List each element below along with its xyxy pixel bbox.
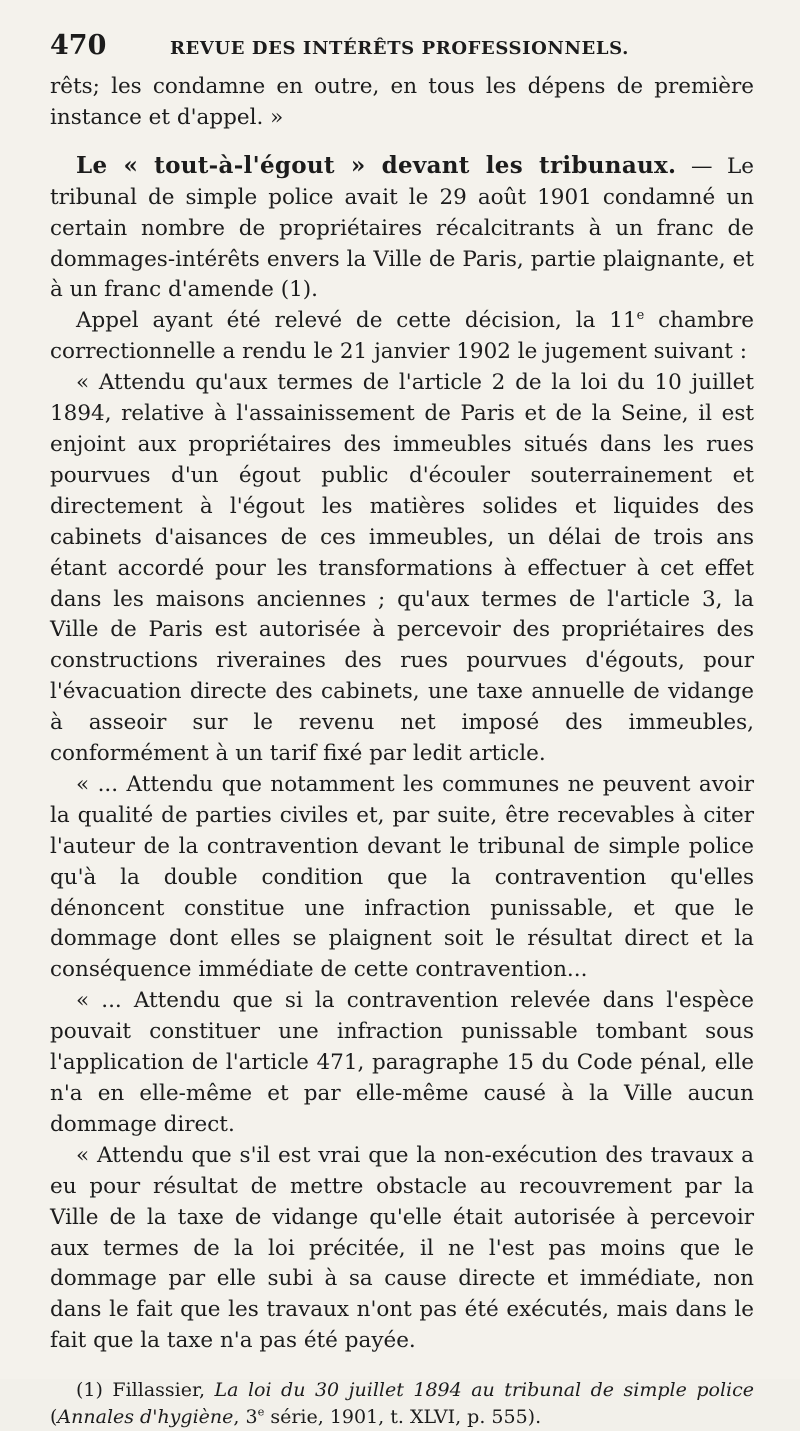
footnote-series: , 3 [233,1406,258,1429]
footnote-journal: Annales d'hygiène [57,1406,234,1429]
superscript: e [636,308,645,324]
footnote-marker: (1) Fillassier, [76,1379,215,1402]
paragraph-text: — Le tribunal de simple police avait le 29 août 1901 condamné un certain nombre de propriétaires récalcitrants à un franc de dommages-intérêts envers la Ville de Paris, partie plaignante, et à un franc d'amende (1). [50,153,755,303]
paragraph-text: Appel ayant été relevé de cette décision, la 11 [76,308,637,334]
superscript: e [257,1404,265,1419]
page-number: 470 [50,30,107,61]
paragraph-text: chambre correctionnelle a rendu le 21 janvier 1902 le jugement suivant : [50,308,754,365]
footnote-citation: série, 1901, t. XLVI, p. 555). [264,1406,542,1429]
quoted-paragraph: « ... Attendu que notamment les communes ne peuvent avoir la qualité de parties civiles et, par suite, être recevables à citer l'auteur de la contravention devant le tribunal de simple police qu'à la double condition que la contravention qu'elles dénoncent constitue une infraction punissable, et que le dommage dont elles se plaignent soit le résultat direct et la conséquence immédiate de cette contravention... [50,771,754,983]
section-title: Le « tout-à-l'égout » devant les tribunaux. [76,151,677,179]
footnote-separator: ( [50,1406,58,1429]
footnote-title: La loi du 30 juillet 1894 au tribunal de simple police [214,1379,754,1402]
footnote [50,1377,754,1431]
section-paragraph [50,151,754,307]
quoted-paragraph: « ... Attendu que si la contravention relevée dans l'espèce pouvait constituer une infraction punissable tombant sous l'application de l'article 471, paragraphe 15 du Code pénal, elle n'a en elle-même et par elle-même causé à la Ville aucun dommage direct. [50,988,754,1137]
paragraph [50,306,754,368]
page-header [50,30,754,72]
running-title: REVUE DES INTÉRÊTS PROFESSIONNELS. [170,38,629,59]
body-text [50,72,754,1357]
paragraph: rêts; les condamne en outre, en tous les dépens de première instance et d'appel. » [50,74,754,130]
quoted-paragraph: « Attendu que s'il est vrai que la non-exécution des travaux a eu pour résultat de mettre obstacle au recouvrement par la Ville de la taxe de vidange qu'elle était autorisée à percevoir aux termes de la loi précitée, il ne l'est pas moins que le dommage par elle subi à sa cause directe et immédiate, non dans le fait que les travaux n'ont pas été exécutés, mais dans le fait que la taxe n'a pas été payée. [50,1142,754,1354]
quoted-paragraph: « Attendu qu'aux termes de l'article 2 de la loi du 10 juillet 1894, relative à l'assainissement de Paris et de la Seine, il est enjoint aux propriétaires des immeubles situés dans les rues pourvues d'un égout public d'écouler souterrainement et directement à l'égout les matières solides et liquides des cabinets d'aisances de ces immeubles, un délai de trois ans étant accordé pour les transformations à effectuer à cet effet dans les maisons anciennes ; qu'aux termes de l'article 3, la Ville de Paris est autorisée à percevoir des propriétaires des constructions riveraines des rues pourvues d'égouts, pour l'évacuation directe des cabinets, une taxe annuelle de vidange à asseoir sur le revenu net imposé des immeubles, conformément à un tarif fixé par ledit article. [50,370,754,767]
